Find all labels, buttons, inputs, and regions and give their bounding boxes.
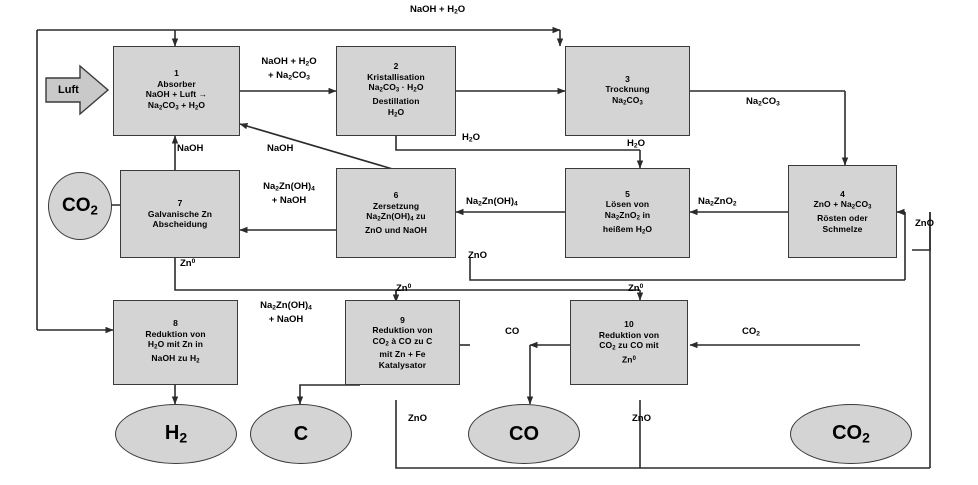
box-label: Kristallisation $Na_2CO_3 \cdot H_2O$ Destillation $H_2O$ — [367, 71, 425, 119]
box-number: 3 — [625, 73, 630, 84]
edge-label-naoh-6: NaOH — [267, 143, 294, 154]
ellipse-label: $CO_2$ — [832, 422, 870, 446]
box-loesen[interactable] — [565, 168, 690, 258]
box-label: ZnO + $Na_2CO_3$ Rösten oder Schmelze — [813, 199, 872, 234]
box-trocknung[interactable] — [565, 46, 690, 136]
box-number: 6 — [393, 190, 399, 201]
air-inlet-arrow — [44, 62, 110, 118]
ellipse-label: $CO_2$ — [62, 194, 98, 218]
edge-label-co2-10: $CO_2$ — [742, 326, 760, 338]
ellipse-label: $H_2$ — [164, 422, 188, 446]
box-label: Trocknung $Na_2CO_3$ — [605, 84, 650, 106]
box-roesten[interactable] — [788, 165, 897, 258]
box-number: 7 — [177, 198, 183, 209]
box-number: 8 — [173, 318, 178, 329]
product-c — [250, 404, 352, 464]
ellipse-label: C — [293, 422, 309, 445]
box-label: Reduktion von $H_2O$ mit Zn in NaOH zu $H_2$ — [145, 328, 206, 365]
edge-label-zno-9: ZnO — [408, 413, 427, 424]
box-label: Galvanische Zn Abscheidung — [147, 208, 213, 230]
box-reduktion-co[interactable] — [570, 300, 688, 385]
edge-label-top: NaOH + $H_2O$ — [410, 4, 466, 16]
box-number: 10 — [624, 319, 634, 330]
box-label: Reduktion von $CO_2$ à CO zu C mit Zn + Fe Katalysator — [372, 325, 433, 370]
ellipse-label: CO — [509, 422, 539, 445]
edge-label-co: CO — [505, 326, 520, 337]
box-galvanik[interactable] — [120, 170, 240, 258]
edge-label-8-input: $Na_2Zn(OH)_4$ + NaOH — [260, 300, 312, 325]
product-co2-left — [48, 172, 112, 240]
box-number: 1 — [174, 68, 179, 79]
product-co2-right — [790, 404, 912, 464]
edge-label-naoh-7: NaOH — [177, 143, 204, 154]
edge-label-5-6: $Na_2Zn(OH)_4$ — [466, 196, 518, 208]
box-reduktion-c[interactable] — [345, 300, 460, 385]
edge-label-3-4: $Na_2CO_3$ — [746, 96, 780, 108]
product-co — [468, 404, 580, 464]
edge-label-zno-10: ZnO — [632, 413, 651, 424]
edge-label-zno-mid: ZnO — [468, 250, 487, 261]
box-reduktion-h2[interactable] — [113, 300, 238, 385]
box-number: 9 — [400, 314, 405, 325]
box-label: Zersetzung $Na_2Zn(OH)_4$ zu ZnO und NaOH — [364, 200, 428, 236]
air-inlet-label: Luft — [58, 84, 79, 96]
edge-label-6-7: $Na_2Zn(OH)_4$ + NaOH — [263, 181, 315, 206]
box-kristallisation[interactable] — [336, 46, 456, 136]
edge-label-h2o-3: $H_2O$ — [627, 138, 645, 150]
edge-label-4-5: $Na_2ZnO_2$ — [698, 196, 737, 208]
product-h2 — [115, 404, 237, 464]
box-number: 2 — [393, 61, 399, 72]
box-absorber[interactable] — [113, 46, 240, 136]
edge-label-zn0-7: Zn$^0$ — [180, 257, 196, 269]
edge-label-h2o-2: $H_2O$ — [462, 132, 480, 144]
edge-label-1-2: NaOH + $H_2O$ + $Na_2CO_3$ — [261, 56, 317, 82]
edge-label-zno-right: ZnO — [915, 218, 934, 229]
edge-label-zn0-9: Zn$^0$ — [396, 282, 412, 294]
edge-label-zn0-10: Zn$^0$ — [628, 282, 644, 294]
box-number: 4 — [840, 188, 845, 199]
box-label: Absorber NaOH + Luft → $Na_2CO_3 + H_2O$ — [145, 78, 208, 112]
box-label: Lösen von $Na_2ZnO_2$ in heißem $H_2O$ — [602, 199, 653, 235]
box-label: Reduktion von $CO_2$ zu CO mit Zn$^0$ — [598, 329, 660, 366]
box-number: 5 — [625, 188, 630, 199]
box-zersetzung[interactable] — [336, 168, 456, 258]
